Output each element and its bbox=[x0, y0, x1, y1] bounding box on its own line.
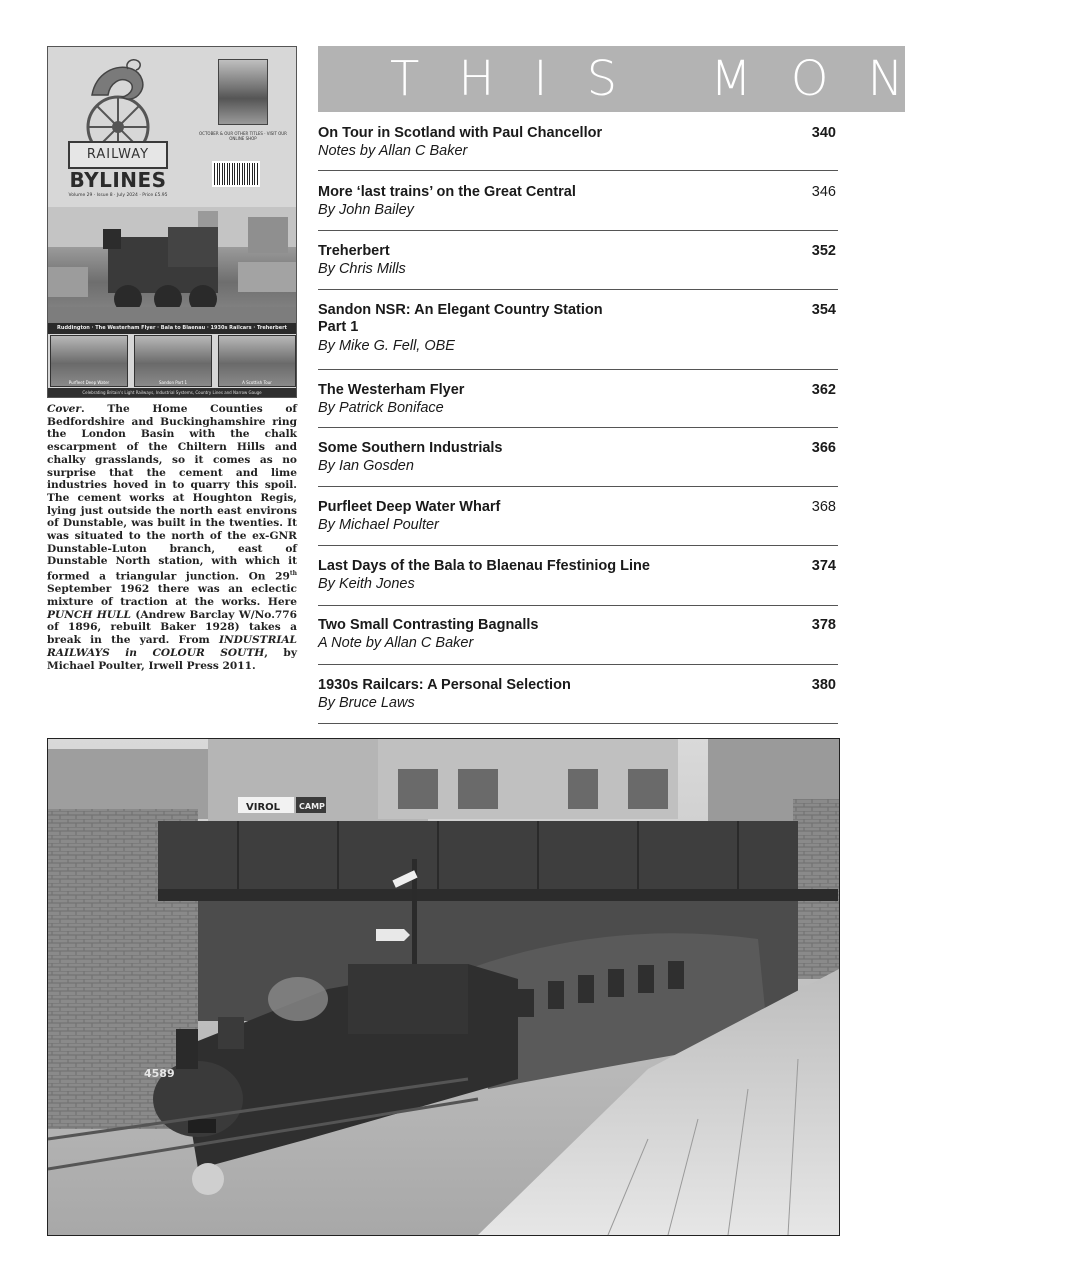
cover-thumbnail bbox=[47, 46, 297, 398]
article-title: Purfleet Deep Water Wharf bbox=[318, 499, 501, 515]
article-title: Last Days of the Bala to Blaenau Ffestiniog Line bbox=[318, 558, 650, 574]
camp-sign: CAMP bbox=[299, 802, 325, 811]
article-byline: By Bruce Laws bbox=[318, 695, 415, 711]
feature-photograph bbox=[47, 738, 840, 1236]
divider bbox=[318, 664, 838, 665]
article-page-number: 354 bbox=[811, 302, 836, 318]
article-title: More ‘last trains’ on the Great Central bbox=[318, 184, 576, 200]
article-page-number: 368 bbox=[811, 499, 836, 515]
loco-number: 4589 bbox=[144, 1067, 175, 1080]
cover-locomotive-illustration bbox=[48, 207, 296, 323]
caption-lead: Cover bbox=[47, 403, 81, 415]
cover-thumb bbox=[218, 335, 296, 387]
divider bbox=[318, 486, 838, 487]
caption-text: September 1962 there was an eclectic mixture of traction at the works. Here bbox=[47, 583, 297, 609]
cover-thumb bbox=[134, 335, 212, 387]
caption-text: . The Home Counties of Bedfordshire and Buckinghamshire ring the London Basin with the chalk escarpment of the Chiltern Hills and chalky grasslands, so it comes as no surprise that the cement and lime industries hoved in to quarry this spoil. The cement works at Houghton Regis, lying just outside the north east environs of Dunstable, was built in the twenties. It was situated to the north of the ex-GNR Dunstable-Luton branch, east of Dunstable North station, with which it formed a triangular junction. On 29 bbox=[47, 403, 297, 583]
article-byline: A Note by Allan C Baker bbox=[318, 635, 474, 651]
article-title: Treherbert bbox=[318, 243, 390, 259]
article-title: The Westerham Flyer bbox=[318, 382, 465, 398]
cover-blurb: OCTOBER & OUR OTHER TITLES · VISIT OUR ONLINE SHOP bbox=[199, 131, 287, 141]
article-title-part: Part 1 bbox=[318, 319, 359, 335]
article-byline: By Michael Poulter bbox=[318, 517, 439, 533]
article-page-number: 362 bbox=[811, 382, 836, 398]
article-title: Some Southern Industrials bbox=[318, 440, 503, 456]
article-page-number: 352 bbox=[811, 243, 836, 259]
divider bbox=[318, 289, 838, 290]
article-page-number: 366 bbox=[811, 440, 836, 456]
divider bbox=[318, 545, 838, 546]
cover-footer: Celebrating Britain's Light Railways, Industrial Systems, Country Lines and Narrow Gauge bbox=[48, 388, 296, 397]
article-byline: By Mike G. Fell, OBE bbox=[318, 338, 455, 354]
cover-logo-bylines: BYLINES bbox=[69, 168, 167, 192]
article-title: Two Small Contrasting Bagnalls bbox=[318, 617, 539, 633]
cover-thumb-caption: A Scottish Tour bbox=[242, 380, 272, 385]
cover-thumbnail-row bbox=[50, 335, 296, 387]
header-title: THIS MONTH bbox=[390, 51, 1086, 107]
divider bbox=[318, 605, 838, 606]
caption-text: (Andrew Barclay W/No.776 of 1896, rebuilt Baker 1928) takes a break in the yard. From bbox=[47, 608, 297, 647]
barcode-icon bbox=[212, 161, 260, 187]
cover-issue-line: Volume 29 · Issue 8 · July 2024 · Price £5.95 bbox=[68, 193, 168, 198]
this-month-header bbox=[318, 46, 1086, 112]
caption-text: , by Michael Poulter, Irwell Press 2011. bbox=[47, 646, 297, 672]
cover-feature-strip: Ruddington · The Westerham Flyer · Bala to Blaenau · 1930s Railcars · Treherbert bbox=[48, 323, 296, 334]
caption-superscript: th bbox=[289, 570, 297, 578]
cover-thumb-caption: Purfleet Deep Water bbox=[68, 380, 110, 385]
locomotive-under-bridge-illustration bbox=[48, 739, 839, 1235]
article-page-number: 346 bbox=[811, 184, 836, 200]
divider bbox=[318, 427, 838, 428]
cover-thumb bbox=[50, 335, 128, 387]
divider bbox=[318, 170, 838, 171]
cover-caption bbox=[47, 403, 297, 672]
cover-logo-railway: RAILWAY bbox=[68, 141, 168, 169]
article-title: On Tour in Scotland with Paul Chancellor bbox=[318, 125, 603, 141]
article-title: 1930s Railcars: A Personal Selection bbox=[318, 677, 571, 693]
caption-book-title: INDUSTRIAL RAILWAYS in COLOUR SOUTH bbox=[47, 634, 297, 659]
divider bbox=[318, 723, 838, 724]
divider bbox=[318, 230, 838, 231]
cover-inset-photo bbox=[218, 59, 268, 125]
divider bbox=[318, 369, 838, 370]
article-byline: By Ian Gosden bbox=[318, 458, 414, 474]
article-page-number: 340 bbox=[811, 125, 836, 141]
virol-sign: VIROL bbox=[246, 802, 281, 813]
caption-loco-name: PUNCH HULL bbox=[47, 608, 131, 621]
article-page-number: 380 bbox=[811, 677, 836, 693]
article-byline: By Patrick Boniface bbox=[318, 400, 444, 416]
article-page-number: 378 bbox=[811, 617, 836, 633]
cover-thumb-caption: Sandon Part 1 bbox=[158, 380, 188, 385]
cover-main-photo bbox=[48, 207, 296, 323]
article-byline: By Keith Jones bbox=[318, 576, 415, 592]
article-page-number: 374 bbox=[811, 558, 836, 574]
article-byline: By John Bailey bbox=[318, 202, 414, 218]
article-title: Sandon NSR: An Elegant Country Station bbox=[318, 302, 603, 318]
article-byline: Notes by Allan C Baker bbox=[318, 143, 468, 159]
article-byline: By Chris Mills bbox=[318, 261, 406, 277]
